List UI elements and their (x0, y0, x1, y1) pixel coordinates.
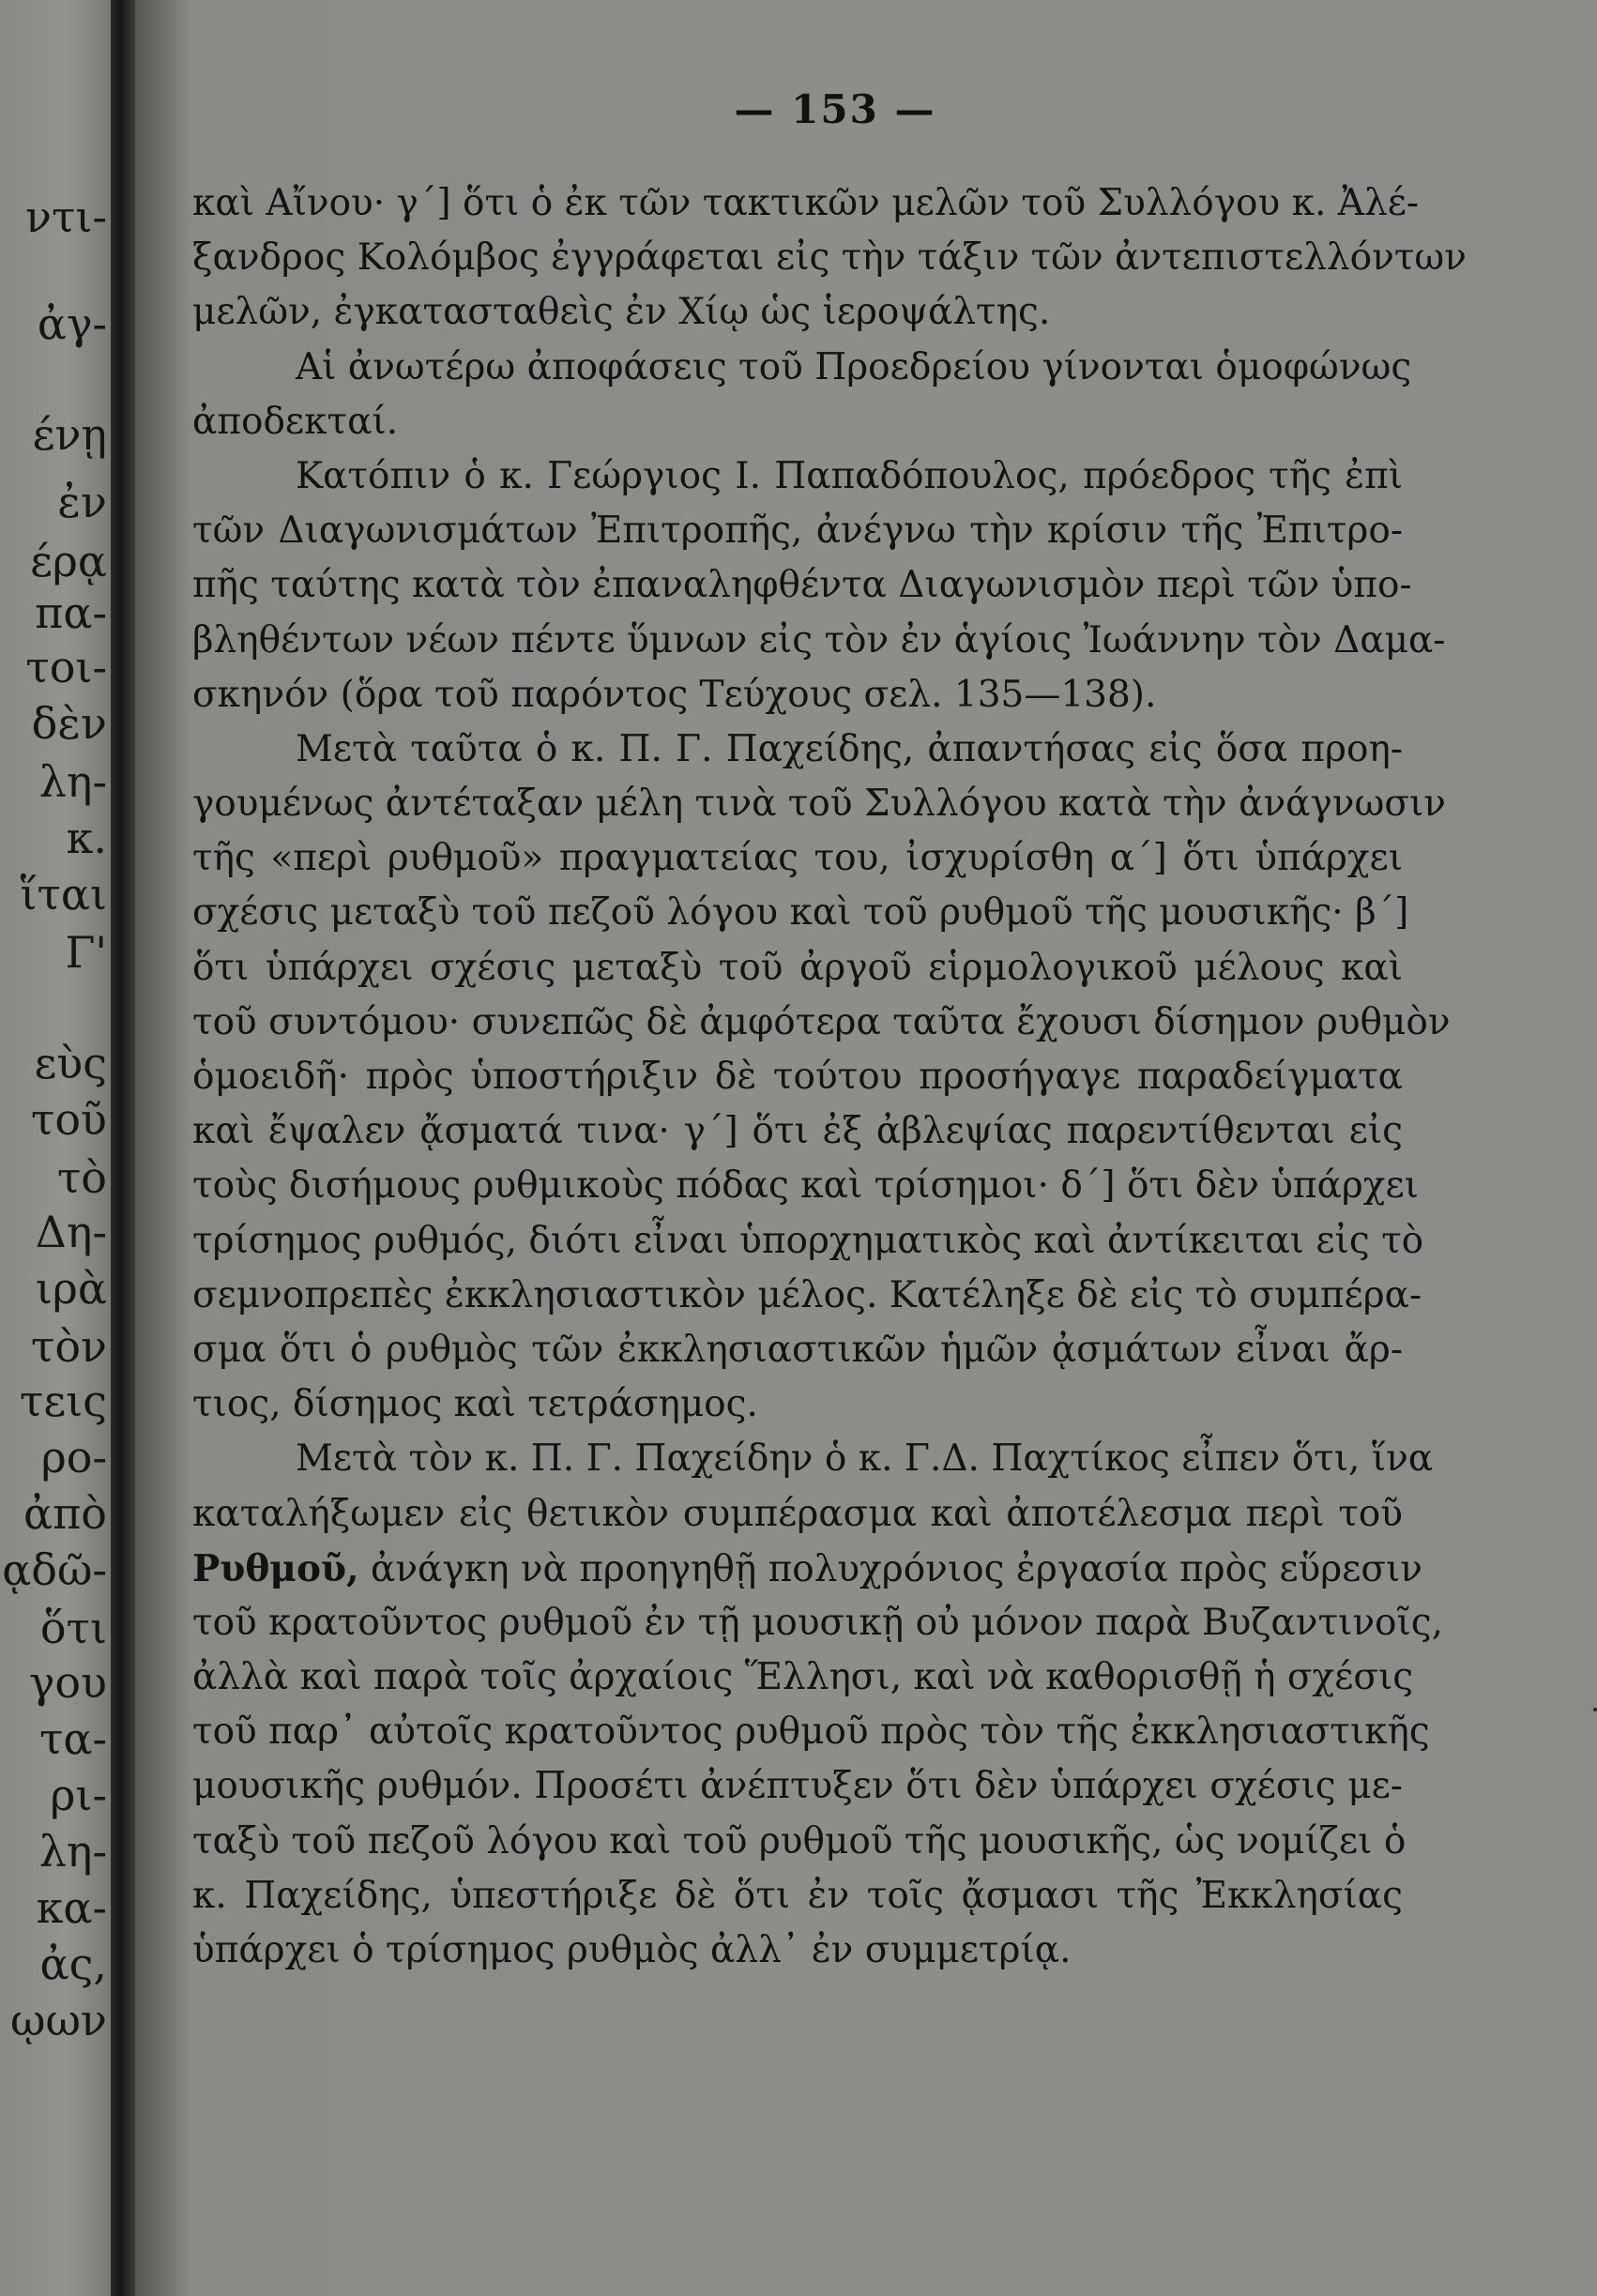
margin-fragment: Γ' (65, 927, 107, 978)
text-line: τοῦ συντόμου· συνεπῶς δὲ ἀμφότερα ταῦτα ἔχουσι δίσημον ρυθμὸν (192, 1000, 1451, 1043)
margin-fragment: γου (28, 1657, 107, 1708)
text-line: κ. Παχείδης, ὑπεστήριξε δὲ ὅτι ἐν τοῖς ᾄσμασι τῆς Ἐκκλησίας (192, 1874, 1403, 1917)
margin-fragment: τα- (38, 1713, 107, 1764)
text-line: ταξὺ τοῦ πεζοῦ λόγου καὶ τοῦ ρυθμοῦ τῆς μουσικῆς, ὡς νομίζει ὁ (192, 1819, 1407, 1863)
text-line: τιος, δίσημος καὶ τετράσημος. (192, 1383, 758, 1426)
margin-fragment: ἵται (20, 869, 107, 920)
margin-fragment: Δη- (35, 1207, 107, 1257)
text-line: πῆς ταύτης κατὰ τὸν ἐπαναληφθέντα Διαγωνισμὸν περὶ τῶν ὑπο- (192, 564, 1412, 607)
margin-fragment: ἀς, (39, 1939, 107, 1989)
text-line: τρίσημος ρυθμός, διότι εἶναι ὑπορχηματικὸς καὶ ἀντίκειται εἰς τὸ (192, 1219, 1424, 1262)
margin-fragment: ᾳδῶ- (2, 1544, 107, 1595)
text-line: Αἱ ἀνωτέρω ἀποφάσεις τοῦ Προεδρείου γίνονται ὁμοφώνως (296, 345, 1412, 388)
margin-fragment: ένῃ (32, 409, 107, 460)
text-line-rest: ἀνάγκη νὰ προηγηθῇ πολυχρόνιος ἐργασία πρὸς εὕρεσιν (371, 1547, 1422, 1590)
page (192, 0, 1597, 2296)
text-line: σεμνοπρεπὲς ἐκκλησιαστικὸν μέλος. Κατέληξε δὲ εἰς τὸ συμπέρα- (192, 1273, 1422, 1316)
text-line: ἀλλὰ καὶ παρὰ τοῖς ἀρχαίοις Ἕλλησι, καὶ νὰ καθορισθῇ ἡ σχέσις (192, 1656, 1414, 1699)
margin-fragment: τοῦ (30, 1094, 107, 1145)
text-line: βληθέντων νέων πέντε ὕμνων εἰς τὸν ἐν ἁγίοις Ἰωάννην τὸν Δαμα- (192, 618, 1446, 661)
margin-fragment: εὺς (34, 1038, 107, 1088)
page-number: — 153 — (734, 86, 936, 132)
margin-fragment: κα- (36, 1882, 107, 1933)
text-line: ξανδρος Κολόμβος ἐγγράφεται εἰς τὴν τάξιν τῶν ἀντεπιστελλόντων (192, 236, 1467, 280)
margin-fragment: τοι- (25, 642, 107, 692)
text-line (192, 1542, 1422, 1596)
margin-fragment: λη- (38, 1826, 107, 1877)
text-line: τῆς «περὶ ρυθμοῦ» πραγματείας του, ἰσχυρίσθη α΄] ὅτι ὑπάρχει (192, 837, 1403, 880)
margin-fragment: ἐν (57, 477, 107, 527)
text-line: καὶ Αἴνου· γ΄] ὅτι ὁ ἐκ τῶν τακτικῶν μελῶν τοῦ Συλλόγου κ. Ἀλέ- (192, 182, 1420, 224)
text-line: μουσικῆς ρυθμόν. Προσέτι ἀνέπτυξεν ὅτι δὲν ὑπάρχει σχέσις με- (192, 1765, 1403, 1808)
text-line: Μετὰ ταῦτα ὁ κ. Π. Γ. Παχείδης, ἀπαντήσας εἰς ὅσα προη- (296, 727, 1403, 770)
margin-fragment: ἀγ- (37, 298, 107, 349)
margin-fragment: κ. (66, 813, 107, 863)
margin-fragment: ρο- (40, 1432, 107, 1483)
text-line: σχέσις μεταξὺ τοῦ πεζοῦ λόγου καὶ τοῦ ρυθμοῦ τῆς μουσικῆς· β΄] (192, 891, 1409, 935)
margin-fragment: έρᾳ (30, 536, 107, 586)
text-line: καταλήξωμεν εἰς θετικὸν συμπέρασμα καὶ ἀποτέλεσμα περὶ τοῦ (192, 1492, 1403, 1535)
text-line: ὑπάρχει ὁ τρίσημος ρυθμὸς ἀλλ᾽ ἐν συμμετρίᾳ. (192, 1929, 1072, 1971)
body-text (192, 176, 1467, 1978)
bold-term: Ρυθμοῦ, (192, 1546, 359, 1590)
text-line: ὁμοειδῆ· πρὸς ὑποστήριξιν δὲ τούτου προσήγαγε παραδείγματα (192, 1056, 1403, 1098)
text-line: σκηνόν (ὅρα τοῦ παρόντος Τεύχους σελ. 135—138). (192, 673, 1157, 716)
margin-fragment: ἀπὸ (23, 1488, 107, 1539)
text-line: μελῶν, ἐγκατασταθεὶς ἐν Χίῳ ὡς ἱεροψάλτης. (192, 291, 1051, 334)
text-line: Κατόπιν ὁ κ. Γεώργιος Ι. Παπαδόπουλος, πρόεδρος τῆς ἐπὶ (296, 454, 1403, 497)
margin-fragment: τὸν (30, 1321, 107, 1372)
text-line: τοὺς δισήμους ρυθμικοὺς πόδας καὶ τρίσημοι· δ΄] ὅτι δὲν ὑπάρχει (192, 1164, 1419, 1208)
margin-fragment: δὲν (31, 698, 107, 749)
previous-page-edge (0, 0, 111, 2296)
text-line: ὅτι ὑπάρχει σχέσις μεταξὺ τοῦ ἀργοῦ εἱρμολογικοῦ μέλους καὶ (192, 946, 1403, 989)
book-spine (111, 0, 135, 2296)
text-line: ἀποδεκταί. (192, 400, 399, 443)
margin-fragment: τὸ (56, 1152, 107, 1203)
spine-shadow (135, 0, 191, 2296)
text-line: Μετὰ τὸν κ. Π. Γ. Παχείδην ὁ κ. Γ.Δ. Παχτίκος εἶπεν ὅτι, ἵνα (296, 1437, 1434, 1481)
text-line: γουμένως ἀντέταξαν μέλη τινὰ τοῦ Συλλόγου κατὰ τὴν ἀνάγνωσιν (192, 783, 1446, 826)
text-line: τοῦ παρ᾽ αὐτοῖς κρατοῦντος ρυθμοῦ πρὸς τὸν τῆς ἐκκλησιαστικῆς (192, 1711, 1430, 1754)
margin-fragment: ντι- (25, 191, 107, 242)
text-line: τοῦ κρατοῦντος ρυθμοῦ ἐν τῇ μουσικῇ οὐ μόνον παρὰ Βυζαντινοῖς, (192, 1601, 1444, 1644)
margin-fragment: πα- (35, 587, 107, 638)
margin-fragment: ιρὰ (35, 1263, 107, 1314)
text-line: τῶν Διαγωνισμάτων Ἐπιτροπῆς, ἀνέγνω τὴν κρίσιν τῆς Ἐπιτρο- (192, 509, 1403, 553)
text-line: σμα ὅτι ὁ ρυθμὸς τῶν ἐκκλησιαστικῶν ἡμῶν ᾀσμάτων εἶναι ἄρ- (192, 1328, 1403, 1371)
ink-speck (1593, 1708, 1597, 1711)
margin-fragment: λη- (38, 756, 107, 807)
text-line: καὶ ἔψαλεν ᾄσματά τινα· γ΄] ὅτι ἐξ ἀβλεψίας παρεντίθενται εἰς (192, 1110, 1403, 1153)
margin-fragment: ρι- (50, 1770, 107, 1820)
margin-fragment: ῳων (10, 1995, 107, 2045)
margin-fragment: τεις (19, 1376, 107, 1426)
margin-fragment: ὅτι (39, 1603, 107, 1653)
